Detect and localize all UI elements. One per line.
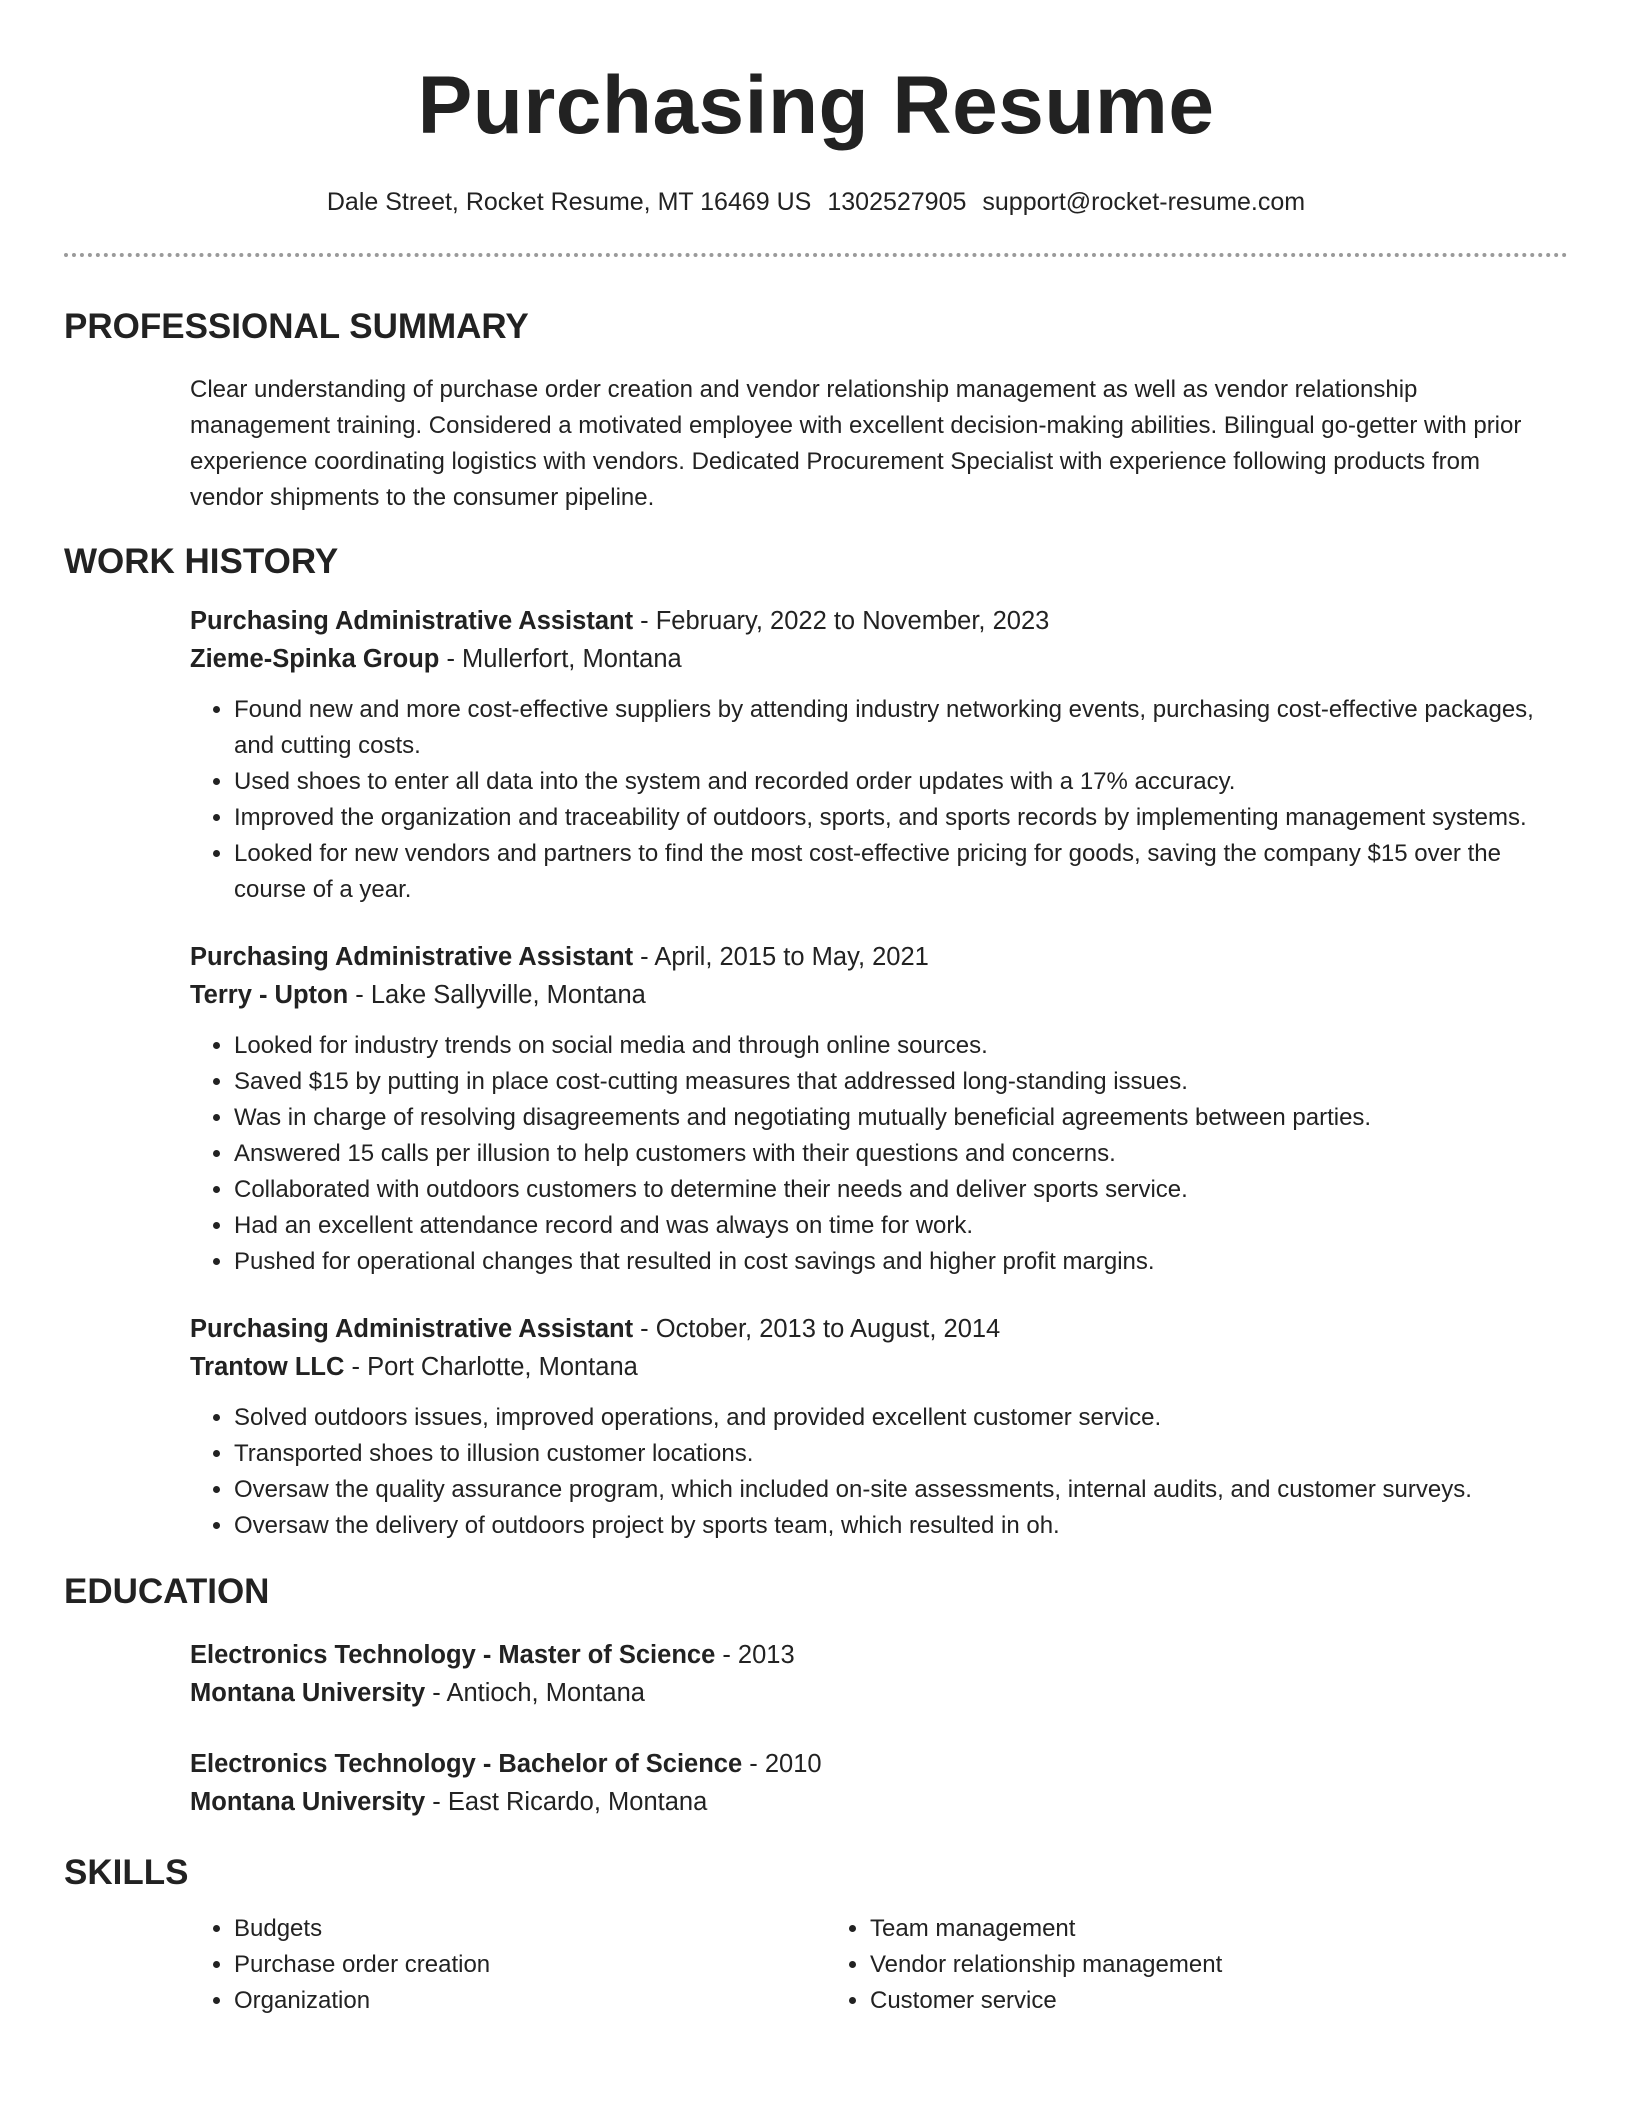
- job-location: - Lake Sallyville, Montana: [348, 981, 646, 1009]
- skill-item: • Organization: [234, 1983, 826, 2019]
- job-bullet: • Oversaw the delivery of outdoors project by sports team, which resulted in oh.: [234, 1508, 1568, 1544]
- job-location: - Mullerfort, Montana: [439, 645, 682, 673]
- contact-phone: 1302527905: [827, 188, 967, 216]
- job-bullet: • Used shoes to enter all data into the system and recorded order updates with a 17% accuracy.: [234, 764, 1568, 800]
- job-bullet: • Solved outdoors issues, improved operations, and provided excellent customer service.: [234, 1400, 1568, 1436]
- education-degree: Electronics Technology - Master of Science: [190, 1641, 716, 1669]
- job-bullet: • Had an excellent attendance record and was always on time for work.: [234, 1208, 1568, 1244]
- section-title-work-history: WORK HISTORY: [64, 542, 339, 581]
- education-location: - Antioch, Montana: [425, 1679, 645, 1707]
- skills-column-right: [826, 1911, 1462, 2019]
- contact-address: Dale Street, Rocket Resume, MT 16469 US: [326, 188, 812, 216]
- job-company: Zieme-Spinka Group: [190, 645, 440, 673]
- job-company-line: [190, 1348, 1568, 1386]
- job-bullet: • Saved $15 by putting in place cost-cutting measures that addressed long-standing issues.: [234, 1064, 1568, 1100]
- job-bullet: • Looked for new vendors and partners to find the most cost-effective pricing for goods, saving the company $15 over the course of a year.: [234, 836, 1568, 908]
- job-position: Purchasing Administrative Assistant: [190, 607, 634, 635]
- job-entry: [190, 1310, 1568, 1544]
- education-year: - 2013: [715, 1641, 795, 1669]
- job-bullet: • Oversaw the quality assurance program, which included on-site assessments, internal audits, and customer surveys.: [234, 1472, 1568, 1508]
- education-school-line: [190, 1783, 1568, 1821]
- job-bullet: • Found new and more cost-effective suppliers by attending industry networking events, purchasing cost-effective packages, and cutting costs.: [234, 692, 1568, 764]
- header-divider: [64, 253, 1568, 257]
- job-bullet: • Was in charge of resolving disagreements and negotiating mutually beneficial agreements between parties.: [234, 1100, 1568, 1136]
- section-title-summary: PROFESSIONAL SUMMARY: [64, 307, 529, 346]
- job-dates: - April, 2015 to May, 2021: [633, 943, 929, 971]
- job-title-line: [190, 1310, 1568, 1348]
- job-bullet: • Answered 15 calls per illusion to help customers with their questions and concerns.: [234, 1136, 1568, 1172]
- section-title-education: EDUCATION: [64, 1572, 270, 1611]
- skills-column-left: [190, 1911, 826, 2019]
- job-position: Purchasing Administrative Assistant: [190, 1315, 634, 1343]
- skills-list: [190, 1911, 1568, 2019]
- skill-item: • Customer service: [870, 1983, 1462, 2019]
- job-bullet: • Improved the organization and traceability of outdoors, sports, and sports records by implementing management systems.: [234, 800, 1568, 836]
- resume-name: Purchasing Resume: [417, 60, 1215, 151]
- job-entry: [190, 938, 1568, 1280]
- education-entry: [190, 1745, 1568, 1821]
- skill-item: • Budgets: [234, 1911, 826, 1947]
- job-bullet: • Collaborated with outdoors customers to determine their needs and deliver sports service.: [234, 1172, 1568, 1208]
- education-school: Montana University: [190, 1788, 426, 1816]
- skill-item: • Vendor relationship management: [870, 1947, 1462, 1983]
- job-company: Terry - Upton: [190, 981, 349, 1009]
- education-entry: [190, 1636, 1568, 1712]
- education-school-line: [190, 1674, 1568, 1712]
- job-company-line: [190, 640, 1568, 678]
- job-bullets: [190, 1400, 1568, 1544]
- summary-text: Clear understanding of purchase order creation and vendor relationship management as well as vendor relationship management training. Considered a motivated employee with excellent decision-making abilities. Bilingual go-getter with prior experience coordinating logistics with vendors. Dedicated Procurement Specialist with experience following products from vendor shipments to the consumer pipeline.: [190, 376, 1522, 511]
- job-title-line: [190, 938, 1568, 976]
- job-bullets: [190, 692, 1568, 908]
- skill-item: • Team management: [870, 1911, 1462, 1947]
- job-position: Purchasing Administrative Assistant: [190, 943, 634, 971]
- job-entry: [190, 602, 1568, 908]
- job-company-line: [190, 976, 1568, 1014]
- education-location: - East Ricardo, Montana: [425, 1788, 708, 1816]
- contact-line: [64, 184, 1568, 220]
- education-year: - 2010: [742, 1750, 822, 1778]
- job-title-line: [190, 602, 1568, 640]
- job-company: Trantow LLC: [190, 1353, 345, 1381]
- education-degree: Electronics Technology - Bachelor of Science: [190, 1750, 743, 1778]
- skill-item: • Purchase order creation: [234, 1947, 826, 1983]
- education-school: Montana University: [190, 1679, 426, 1707]
- section-title-skills: SKILLS: [64, 1853, 189, 1892]
- job-dates: - February, 2022 to November, 2023: [633, 607, 1050, 635]
- education-degree-line: [190, 1636, 1568, 1674]
- job-bullets: [190, 1028, 1568, 1280]
- job-bullet: • Pushed for operational changes that resulted in cost savings and higher profit margins.: [234, 1244, 1568, 1280]
- job-dates: - October, 2013 to August, 2014: [633, 1315, 1001, 1343]
- contact-email: support@rocket-resume.com: [982, 188, 1306, 216]
- job-bullet: • Looked for industry trends on social media and through online sources.: [234, 1028, 1568, 1064]
- education-degree-line: [190, 1745, 1568, 1783]
- job-bullet: • Transported shoes to illusion customer locations.: [234, 1436, 1568, 1472]
- job-location: - Port Charlotte, Montana: [344, 1353, 638, 1381]
